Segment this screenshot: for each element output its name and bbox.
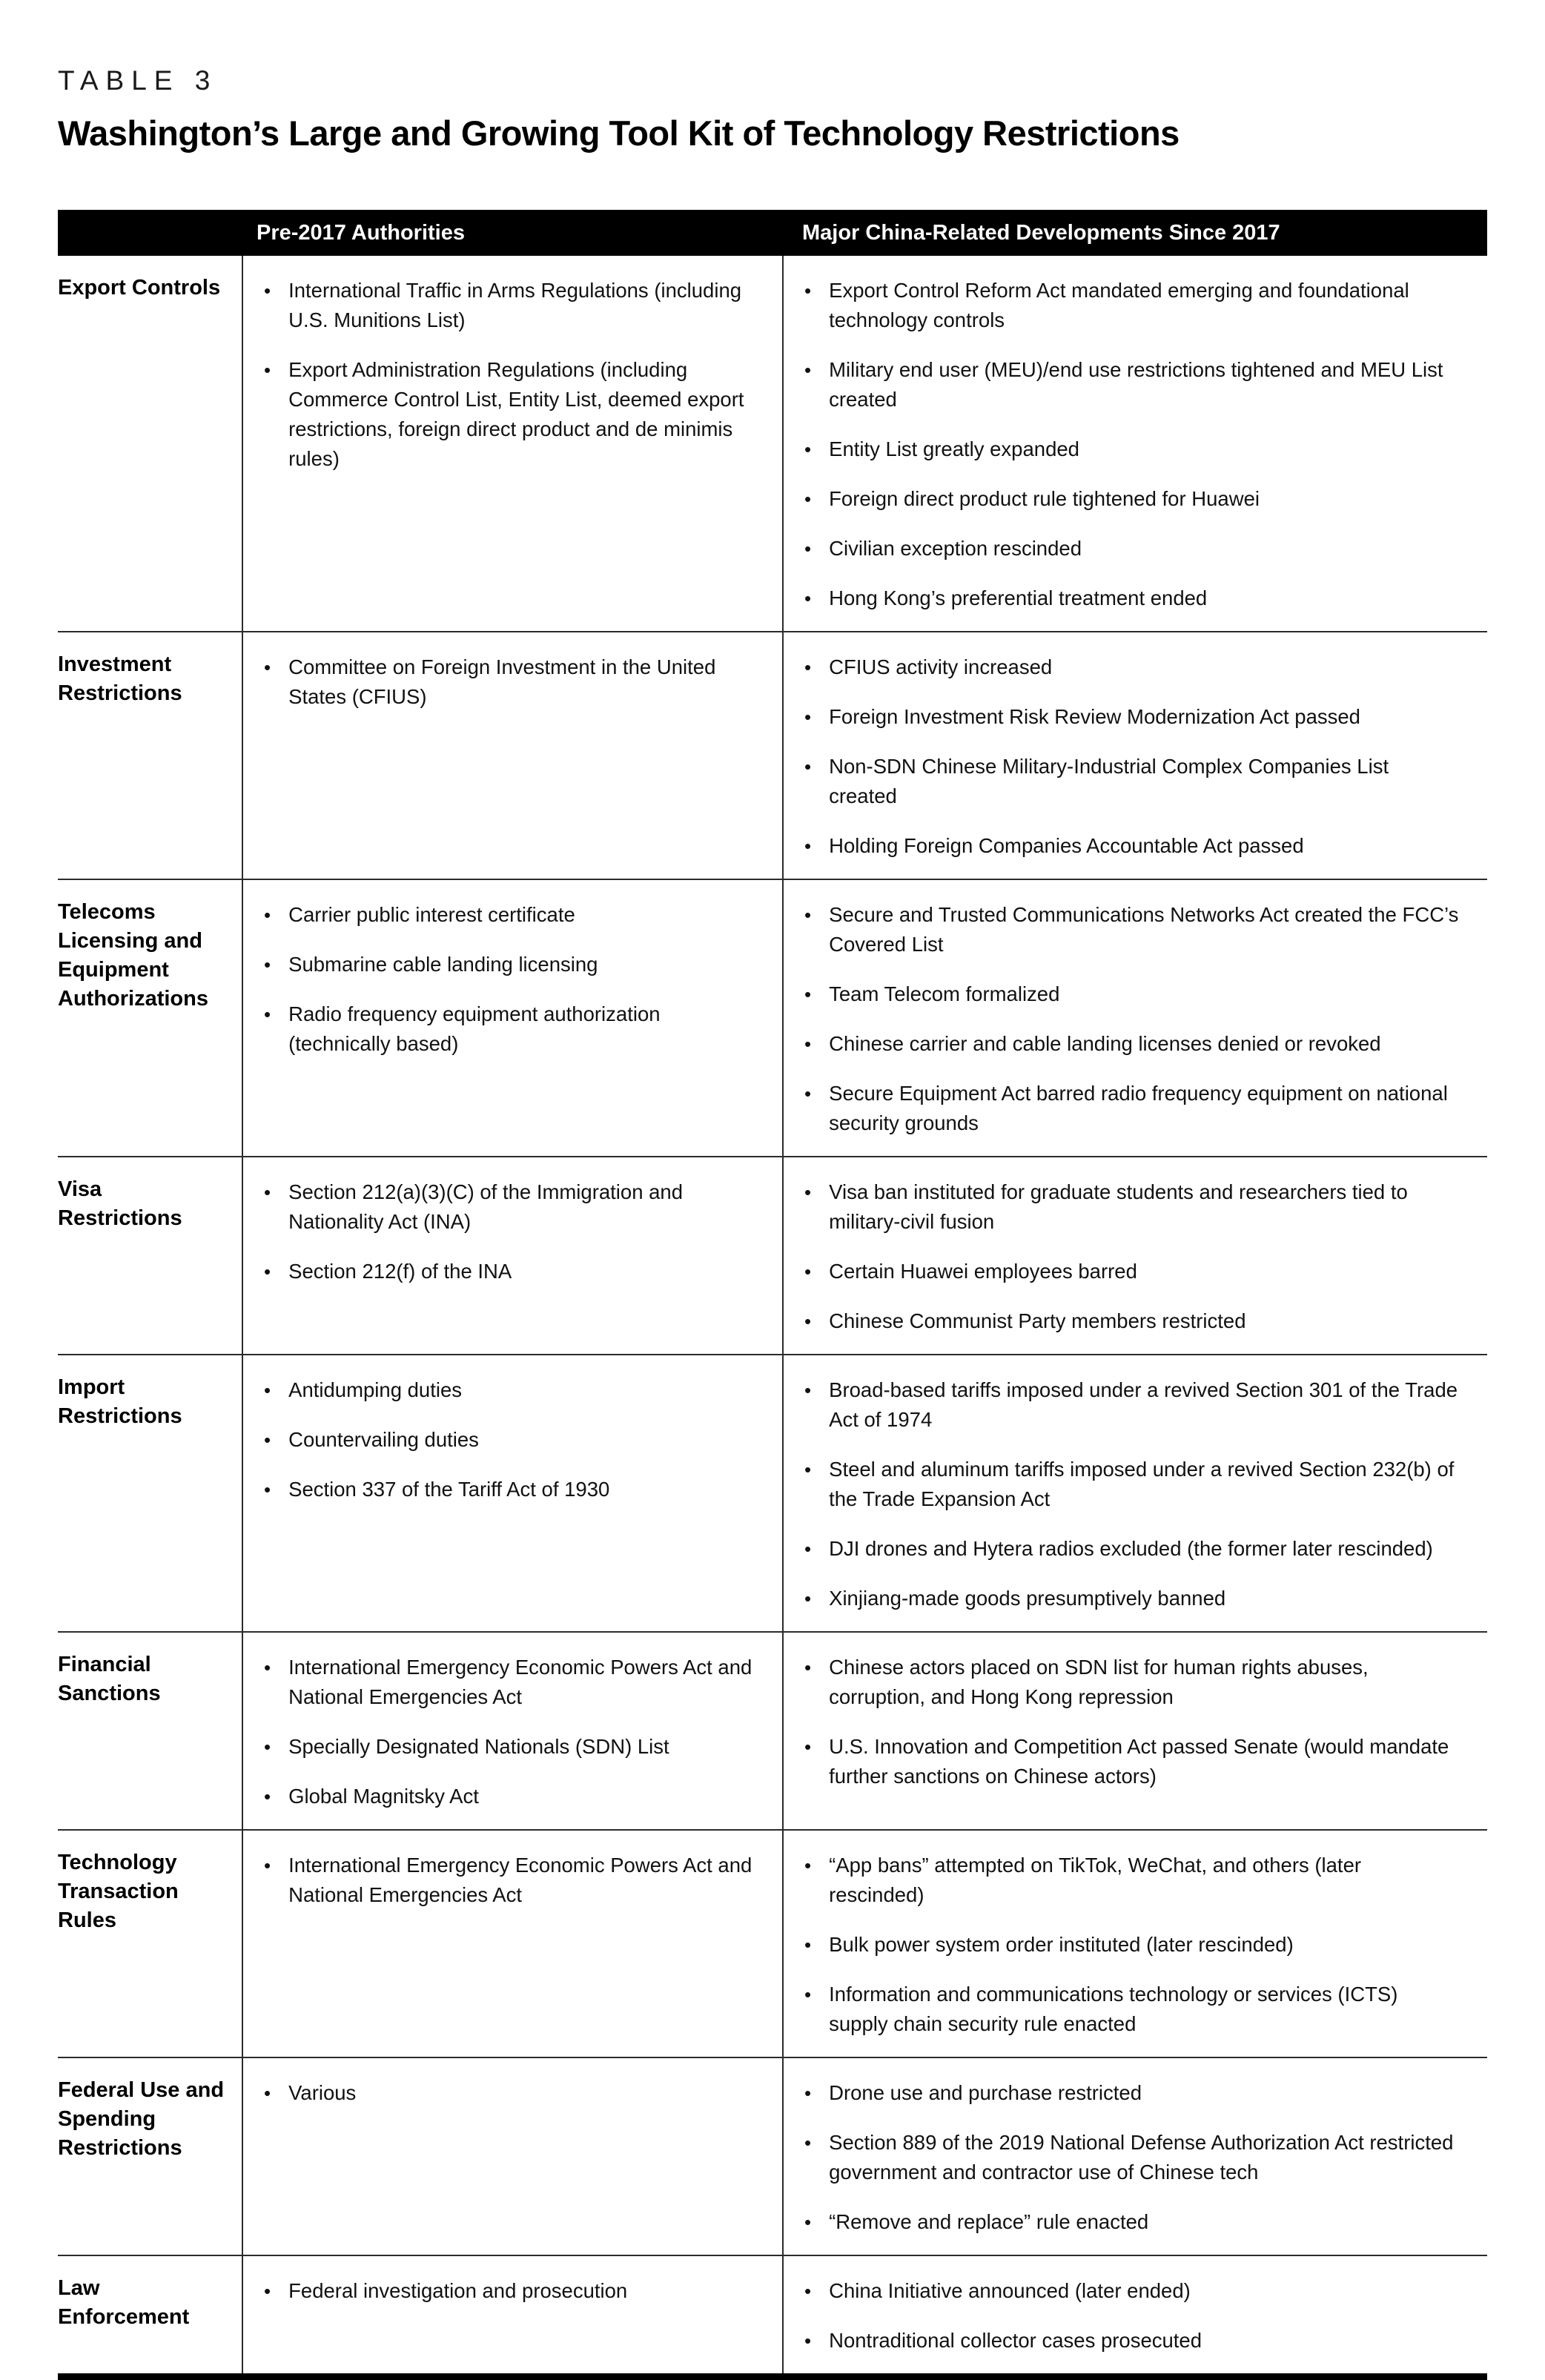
table-row bbox=[58, 1831, 1487, 2058]
since2017-list bbox=[804, 1375, 1462, 1613]
list-item bbox=[804, 1930, 1462, 1960]
since2017-cell bbox=[782, 2256, 1487, 2373]
bullet-icon: • bbox=[804, 904, 812, 926]
bullet-icon: • bbox=[804, 983, 812, 1005]
since2017-list bbox=[804, 2078, 1462, 2237]
pre2017-cell bbox=[242, 2058, 782, 2255]
row-category: Financial Sanctions bbox=[58, 1653, 161, 1706]
pre2017-cell bbox=[242, 256, 782, 631]
list-item-text: Export Control Reform Act mandated emerging and foundational technology controls bbox=[829, 279, 1409, 331]
list-item-text: Countervailing duties bbox=[288, 1428, 479, 1451]
list-item bbox=[264, 2078, 757, 2108]
list-item-text: Section 212(f) of the INA bbox=[288, 1260, 512, 1283]
since2017-cell bbox=[782, 1633, 1487, 1829]
list-item-text: China Initiative announced (later ended) bbox=[829, 2279, 1191, 2302]
list-item bbox=[804, 434, 1462, 464]
list-item-text: Chinese actors placed on SDN list for human rights abuses, corruption, and Hong Kong repression bbox=[829, 1656, 1369, 1708]
pre2017-list bbox=[264, 1375, 757, 1504]
list-item bbox=[804, 2078, 1462, 2108]
list-item bbox=[264, 900, 757, 930]
table-body bbox=[58, 256, 1487, 2373]
bullet-icon: • bbox=[804, 1587, 812, 1610]
list-item bbox=[804, 900, 1462, 959]
pre2017-list bbox=[264, 1177, 757, 1286]
list-item bbox=[264, 276, 757, 335]
since2017-cell bbox=[782, 632, 1487, 879]
bullet-icon: • bbox=[804, 1934, 812, 1956]
list-item bbox=[264, 1475, 757, 1504]
since2017-cell bbox=[782, 880, 1487, 1156]
list-item-text: Global Magnitsky Act bbox=[288, 1785, 479, 1808]
list-item bbox=[804, 979, 1462, 1009]
pre2017-cell bbox=[242, 880, 782, 1156]
bullet-icon: • bbox=[804, 438, 812, 460]
bullet-icon: • bbox=[804, 359, 812, 381]
list-item-text: Section 889 of the 2019 National Defense Authorization Act restricted government and contractor use of Chinese tech bbox=[829, 2131, 1454, 2184]
bullet-icon: • bbox=[264, 2082, 271, 2104]
since2017-list bbox=[804, 1653, 1462, 1791]
list-item bbox=[804, 1079, 1462, 1138]
list-item bbox=[804, 1851, 1462, 1910]
pre2017-list bbox=[264, 1653, 757, 1811]
row-category: Federal Use and Spending Restrictions bbox=[58, 2078, 225, 2161]
since2017-list bbox=[804, 652, 1462, 861]
bullet-icon: • bbox=[804, 1033, 812, 1055]
pre2017-list bbox=[264, 276, 757, 474]
bullet-icon: • bbox=[804, 538, 812, 560]
list-item-text: Secure and Trusted Communications Networks Act created the FCC’s Covered List bbox=[829, 903, 1459, 956]
bullet-icon: • bbox=[804, 2132, 812, 2154]
bullet-icon: • bbox=[264, 280, 271, 302]
list-item-text: Foreign direct product rule tightened for Huawei bbox=[829, 487, 1260, 510]
list-item bbox=[804, 484, 1462, 514]
list-item bbox=[804, 1306, 1462, 1336]
list-item-text: Chinese Communist Party members restricted bbox=[829, 1309, 1246, 1332]
table-row bbox=[58, 880, 1487, 1157]
bullet-icon: • bbox=[804, 1082, 812, 1105]
list-item bbox=[804, 1455, 1462, 1514]
table-header-row bbox=[58, 210, 1487, 256]
since2017-list bbox=[804, 2276, 1462, 2356]
list-item bbox=[804, 534, 1462, 563]
table-row bbox=[58, 1157, 1487, 1355]
list-item-text: International Emergency Economic Powers Act and National Emergencies Act bbox=[288, 1854, 752, 1906]
since2017-cell bbox=[782, 1831, 1487, 2057]
table-row bbox=[58, 632, 1487, 880]
list-item bbox=[804, 831, 1462, 861]
list-item bbox=[804, 752, 1462, 811]
bullet-icon: • bbox=[264, 1003, 271, 1025]
list-item bbox=[804, 1980, 1462, 2039]
bullet-icon: • bbox=[264, 953, 271, 976]
list-item-text: Drone use and purchase restricted bbox=[829, 2081, 1142, 2104]
pre2017-cell bbox=[242, 632, 782, 879]
list-item bbox=[804, 355, 1462, 414]
list-item-text: Xinjiang-made goods presumptively banned bbox=[829, 1587, 1226, 1610]
list-item bbox=[804, 1257, 1462, 1286]
list-item bbox=[264, 999, 757, 1059]
bullet-icon: • bbox=[264, 1736, 271, 1758]
list-item-text: Certain Huawei employees barred bbox=[829, 1260, 1137, 1283]
list-item bbox=[804, 1177, 1462, 1237]
list-item-text: Broad-based tariffs imposed under a revived Section 301 of the Trade Act of 1974 bbox=[829, 1378, 1458, 1431]
list-item bbox=[804, 652, 1462, 682]
table-row bbox=[58, 1355, 1487, 1633]
list-item bbox=[804, 2326, 1462, 2356]
bullet-icon: • bbox=[804, 2211, 812, 2233]
since2017-cell bbox=[782, 256, 1487, 631]
page-title: Washington’s Large and Growing Tool Kit of Technology Restrictions bbox=[58, 113, 1180, 153]
row-category: Technology Transaction Rules bbox=[58, 1851, 179, 1933]
list-item-text: Committee on Foreign Investment in the United States (CFIUS) bbox=[288, 655, 716, 708]
list-item-text: Steel and aluminum tariffs imposed under a revived Section 232(b) of the Trade Expansion Act bbox=[829, 1458, 1455, 1510]
since2017-list bbox=[804, 276, 1462, 613]
pre2017-list bbox=[264, 652, 757, 712]
bullet-icon: • bbox=[804, 1656, 812, 1679]
row-category: Law Enforcement bbox=[58, 2276, 190, 2330]
table-kicker: TABLE 3 bbox=[58, 65, 218, 96]
table-row bbox=[58, 2058, 1487, 2256]
table-row bbox=[58, 2256, 1487, 2373]
bullet-icon: • bbox=[264, 1478, 271, 1501]
bullet-icon: • bbox=[264, 1785, 271, 1808]
list-item-text: Military end user (MEU)/end use restrictions tightened and MEU List created bbox=[829, 358, 1443, 411]
list-item-text: “Remove and replace” rule enacted bbox=[829, 2210, 1149, 2233]
list-item bbox=[264, 950, 757, 979]
list-item bbox=[804, 1375, 1462, 1435]
row-category: Investment Restrictions bbox=[58, 652, 182, 706]
bullet-icon: • bbox=[804, 1983, 812, 2006]
list-item bbox=[804, 702, 1462, 732]
list-item-text: Secure Equipment Act barred radio frequency equipment on national security grounds bbox=[829, 1082, 1448, 1134]
row-category: Import Restrictions bbox=[58, 1375, 182, 1429]
bullet-icon: • bbox=[264, 1656, 271, 1679]
list-item-text: Hong Kong’s preferential treatment ended bbox=[829, 586, 1208, 609]
list-item-text: “App bans” attempted on TikTok, WeChat, and others (later rescinded) bbox=[829, 1854, 1362, 1906]
bullet-icon: • bbox=[804, 1310, 812, 1332]
bullet-icon: • bbox=[804, 1260, 812, 1283]
list-item-text: Carrier public interest certificate bbox=[288, 903, 575, 926]
bullet-icon: • bbox=[264, 1181, 271, 1203]
list-item-text: International Traffic in Arms Regulations (including U.S. Munitions List) bbox=[288, 279, 742, 331]
since2017-list bbox=[804, 900, 1462, 1138]
pre2017-cell bbox=[242, 1831, 782, 2057]
list-item-text: Information and communications technology or services (ICTS) supply chain security rule enacted bbox=[829, 1983, 1398, 2035]
list-item bbox=[264, 1425, 757, 1455]
bullet-icon: • bbox=[804, 1379, 812, 1401]
since2017-cell bbox=[782, 1157, 1487, 1354]
list-item bbox=[804, 1732, 1462, 1791]
list-item-text: Chinese carrier and cable landing licenses denied or revoked bbox=[829, 1032, 1381, 1055]
bullet-icon: • bbox=[804, 2280, 812, 2302]
bullet-icon: • bbox=[264, 1429, 271, 1451]
list-item-text: Section 337 of the Tariff Act of 1930 bbox=[288, 1478, 610, 1501]
pre2017-cell bbox=[242, 2256, 782, 2373]
list-item bbox=[804, 1584, 1462, 1613]
list-item bbox=[804, 584, 1462, 613]
bullet-icon: • bbox=[264, 904, 271, 926]
list-item bbox=[264, 1732, 757, 1762]
bullet-icon: • bbox=[804, 2082, 812, 2104]
list-item-text: Specially Designated Nationals (SDN) List bbox=[288, 1735, 669, 1758]
list-item-text: Federal investigation and prosecution bbox=[288, 2279, 628, 2302]
row-category: Visa Restrictions bbox=[58, 1177, 182, 1231]
bullet-icon: • bbox=[264, 2280, 271, 2302]
list-item-text: Holding Foreign Companies Accountable Act passed bbox=[829, 834, 1304, 857]
header-cell-pre2017: Pre-2017 Authorities bbox=[257, 220, 465, 245]
list-item bbox=[804, 1029, 1462, 1059]
list-item-text: Various bbox=[288, 2081, 357, 2104]
list-item-text: U.S. Innovation and Competition Act passed Senate (would mandate further sanctions on Chinese actors) bbox=[829, 1735, 1449, 1788]
table-row bbox=[58, 256, 1487, 632]
bullet-icon: • bbox=[804, 756, 812, 778]
list-item bbox=[804, 1653, 1462, 1712]
since2017-list bbox=[804, 1851, 1462, 2039]
since2017-cell bbox=[782, 2058, 1487, 2255]
list-item-text: International Emergency Economic Powers Act and National Emergencies Act bbox=[288, 1656, 752, 1708]
row-category: Telecoms Licensing and Equipment Authorizations bbox=[58, 900, 208, 1011]
list-item-text: DJI drones and Hytera radios excluded (the former later rescinded) bbox=[829, 1537, 1433, 1560]
pre2017-list bbox=[264, 900, 757, 1059]
restrictions-table bbox=[58, 210, 1487, 2380]
list-item-text: Antidumping duties bbox=[288, 1378, 463, 1401]
bullet-icon: • bbox=[804, 656, 812, 678]
bullet-icon: • bbox=[804, 1458, 812, 1481]
bullet-icon: • bbox=[804, 587, 812, 609]
list-item-text: Submarine cable landing licensing bbox=[288, 953, 598, 976]
list-item bbox=[264, 2276, 757, 2306]
list-item-text: Radio frequency equipment authorization (technically based) bbox=[288, 1002, 661, 1055]
list-item bbox=[804, 276, 1462, 335]
list-item-text: Entity List greatly expanded bbox=[829, 437, 1079, 460]
list-item-text: Export Administration Regulations (including Commerce Control List, Entity List, deemed export restrictions, foreign direct product and de minimis rules) bbox=[288, 358, 744, 470]
table-row bbox=[58, 1633, 1487, 1831]
bullet-icon: • bbox=[804, 1736, 812, 1758]
pre2017-list bbox=[264, 2078, 757, 2108]
bullet-icon: • bbox=[264, 656, 271, 678]
bullet-icon: • bbox=[804, 1538, 812, 1560]
list-item bbox=[264, 652, 757, 712]
bullet-icon: • bbox=[804, 1854, 812, 1877]
bullet-icon: • bbox=[264, 1379, 271, 1401]
bullet-icon: • bbox=[804, 280, 812, 302]
list-item bbox=[804, 2207, 1462, 2237]
list-item-text: Visa ban instituted for graduate students and researchers tied to military-civil fusion bbox=[829, 1180, 1408, 1233]
list-item bbox=[264, 1782, 757, 1811]
list-item bbox=[264, 355, 757, 474]
list-item-text: Section 212(a)(3)(C) of the Immigration and Nationality Act (INA) bbox=[288, 1180, 684, 1233]
pre2017-cell bbox=[242, 1633, 782, 1829]
bullet-icon: • bbox=[804, 835, 812, 857]
bullet-icon: • bbox=[264, 359, 271, 381]
since2017-list bbox=[804, 1177, 1462, 1336]
list-item bbox=[804, 2128, 1462, 2187]
list-item bbox=[804, 1534, 1462, 1564]
header-cell-since2017: Major China-Related Developments Since 2017 bbox=[802, 220, 1280, 245]
list-item bbox=[264, 1177, 757, 1237]
since2017-cell bbox=[782, 1355, 1487, 1631]
bullet-icon: • bbox=[804, 1181, 812, 1203]
pre2017-list bbox=[264, 2276, 757, 2306]
list-item bbox=[264, 1653, 757, 1712]
list-item bbox=[264, 1851, 757, 1910]
bullet-icon: • bbox=[264, 1854, 271, 1877]
list-item bbox=[264, 1375, 757, 1405]
pre2017-cell bbox=[242, 1157, 782, 1354]
bullet-icon: • bbox=[264, 1260, 271, 1283]
row-category: Export Controls bbox=[58, 276, 221, 300]
list-item-text: Non-SDN Chinese Military-Industrial Complex Companies List created bbox=[829, 755, 1389, 807]
pre2017-cell bbox=[242, 1355, 782, 1631]
bullet-icon: • bbox=[804, 488, 812, 510]
pre2017-list bbox=[264, 1851, 757, 1910]
list-item bbox=[804, 2276, 1462, 2306]
list-item-text: Bulk power system order instituted (later rescinded) bbox=[829, 1933, 1294, 1956]
list-item-text: CFIUS activity increased bbox=[829, 655, 1053, 678]
list-item-text: Foreign Investment Risk Review Modernization Act passed bbox=[829, 705, 1360, 728]
list-item-text: Civilian exception rescinded bbox=[829, 537, 1082, 560]
list-item bbox=[264, 1257, 757, 1286]
bullet-icon: • bbox=[804, 2330, 812, 2352]
bullet-icon: • bbox=[804, 706, 812, 728]
list-item-text: Team Telecom formalized bbox=[829, 982, 1060, 1005]
list-item-text: Nontraditional collector cases prosecuted bbox=[829, 2329, 1202, 2352]
